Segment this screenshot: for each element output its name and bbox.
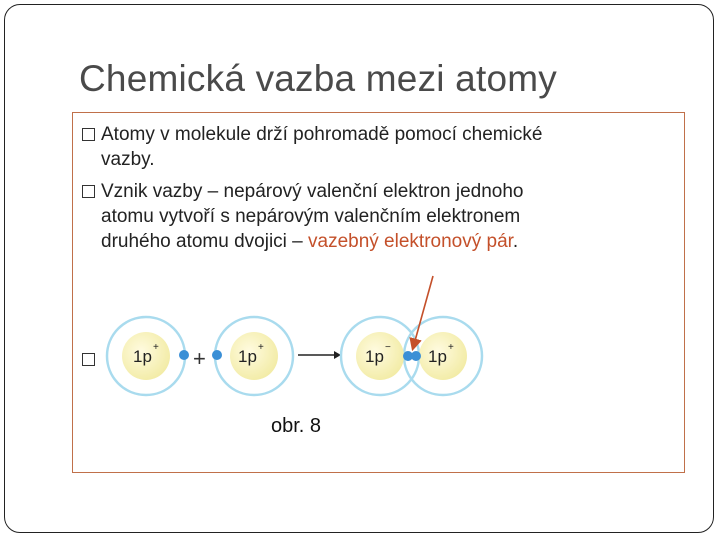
shared-electron xyxy=(411,351,421,361)
nucleus-label: 1p xyxy=(238,347,257,366)
nucleus-label: 1p xyxy=(428,347,447,366)
slide-title: Chemická vazba mezi atomy xyxy=(79,58,557,99)
bond-term-highlight: vazebný elektronový pár xyxy=(308,231,513,252)
nucleus-label: 1p xyxy=(133,347,152,366)
valence-electron xyxy=(212,350,222,360)
nucleus-charge: + xyxy=(258,342,264,353)
bullet-2-line-3-suffix: . xyxy=(512,231,519,252)
valence-electron xyxy=(179,350,189,360)
figure-caption: obr. 8 xyxy=(271,415,322,437)
nucleus-charge: − xyxy=(385,342,391,353)
nucleus-charge: + xyxy=(153,342,159,353)
bullet-1-line-1: Atomy v molekule drží pohromadě pomocí chemické xyxy=(101,124,543,145)
hydrogen-atom-2 xyxy=(212,317,293,395)
reaction-arrow xyxy=(298,351,341,359)
bullet-2-line-2: atomu vytvoří s nepárovým valenčním elektronem xyxy=(101,206,521,227)
hydrogen-atom-1 xyxy=(107,317,189,395)
nucleus-label: 1p xyxy=(365,347,384,366)
bullet-2-line-3-prefix: druhého atomu dvojici – xyxy=(101,231,309,252)
plus-sign: + xyxy=(193,346,206,371)
hydrogen-molecule xyxy=(341,317,482,395)
nucleus-charge: + xyxy=(448,342,454,353)
bullet-2-line-1: Vznik vazby – nepárový valenční elektron jednoho xyxy=(101,181,524,202)
bullet-1-line-2: vazby. xyxy=(101,149,155,170)
